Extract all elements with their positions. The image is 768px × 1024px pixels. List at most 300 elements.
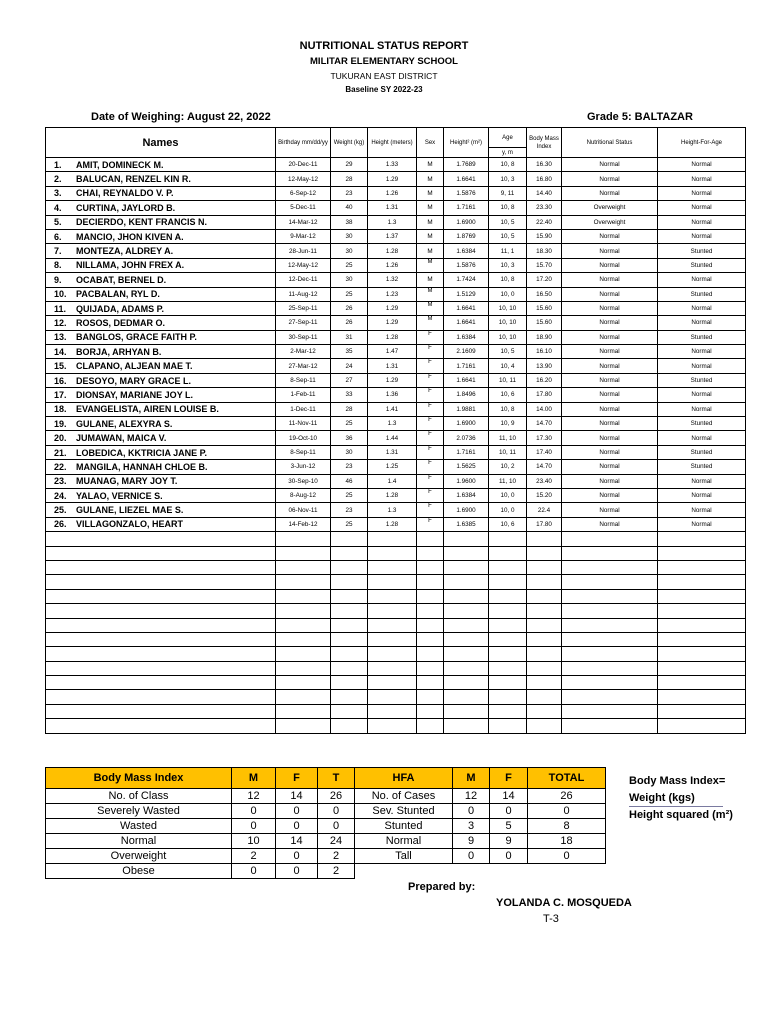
weight-cell: 40 [331, 201, 368, 215]
birthday-cell: 25-Sep-11 [276, 301, 331, 315]
age-cell: 9, 11 [489, 186, 527, 200]
grade-section: Grade 5: BALTAZAR [587, 111, 693, 123]
student-name-cell [46, 359, 276, 373]
student-name: VILLAGONZALO, HEART [76, 519, 183, 530]
height2-cell: 1.6900 [444, 503, 489, 517]
hfa-summary-cell: Tall [355, 849, 453, 864]
status-cell: Normal [562, 402, 658, 416]
height2-cell [444, 676, 489, 690]
student-name: CURTINA, JAYLORD B. [76, 202, 176, 213]
height-for-age-header: Height-For-Age [658, 128, 746, 158]
weight-cell: 27 [331, 373, 368, 387]
weight-cell [331, 676, 368, 690]
birthday-cell [276, 532, 331, 546]
weight-cell [331, 560, 368, 574]
sex-cell: F [417, 388, 444, 402]
birthday-header: Birthday mm/dd/yy [276, 128, 331, 158]
student-name-cell [46, 273, 276, 287]
birthday-cell [276, 719, 331, 733]
status-cell: Normal [562, 488, 658, 502]
bmi-cell: 15.20 [527, 488, 562, 502]
status-cell [562, 661, 658, 675]
height2-cell [444, 661, 489, 675]
student-name-cell [46, 172, 276, 186]
weight-cell: 26 [331, 316, 368, 330]
bmi-cell: 15.60 [527, 301, 562, 315]
bmi-cell: 23.30 [527, 201, 562, 215]
height-cell [368, 647, 417, 661]
hfa-summary-cell: Sev. Stunted [355, 804, 453, 819]
status-cell: Normal [562, 258, 658, 272]
sex-cell [417, 632, 444, 646]
table-row [46, 273, 746, 287]
age-cell: 10, 10 [489, 301, 527, 315]
student-name-cell [46, 186, 276, 200]
birthday-cell [276, 632, 331, 646]
bmi-cell [527, 532, 562, 546]
age-cell [489, 661, 527, 675]
row-number: 7. [54, 246, 62, 257]
sex-cell [417, 589, 444, 603]
status-cell: Overweight [562, 201, 658, 215]
nutritional-status-header: Nutritional Status [562, 128, 658, 158]
bmi-summary-cell: 2 [232, 849, 276, 864]
student-name: DIONSAY, MARIANE JOY L. [76, 389, 194, 400]
bmi-cell [527, 676, 562, 690]
student-name-cell [46, 244, 276, 258]
student-name-cell [46, 661, 276, 675]
bmi-cell: 23.40 [527, 474, 562, 488]
sex-cell: M [417, 186, 444, 200]
hfa-cell: Stunted [658, 244, 746, 258]
student-name-cell [46, 704, 276, 718]
height-cell: 1.36 [368, 388, 417, 402]
age-cell [489, 546, 527, 560]
school-name: MILITAR ELEMENTARY SCHOOL [310, 56, 458, 67]
bmi-cell [527, 704, 562, 718]
bmi-summary-cell: 26 [318, 789, 355, 804]
bmi-cell: 14.70 [527, 417, 562, 431]
hfa-cell: Normal [658, 431, 746, 445]
age-cell: 10, 4 [489, 359, 527, 373]
age-cell: 11, 10 [489, 431, 527, 445]
bmi-cell: 14.40 [527, 186, 562, 200]
bmi-cell: 17.20 [527, 273, 562, 287]
bmi-summary-cell: Obese [46, 864, 232, 879]
birthday-cell: 5-Dec-11 [276, 201, 331, 215]
status-cell: Normal [562, 373, 658, 387]
student-name-cell [46, 158, 276, 172]
sex-cell: M [417, 158, 444, 172]
height-cell: 1.4 [368, 474, 417, 488]
row-number: 24. [54, 490, 67, 501]
hfa-summary-header: HFA [355, 768, 453, 789]
table-row [46, 316, 746, 330]
birthday-cell [276, 560, 331, 574]
bmi-formula [629, 773, 733, 824]
bmi-cell: 15.90 [527, 229, 562, 243]
age-cell: 10, 8 [489, 201, 527, 215]
nutritional-status-table [45, 127, 746, 734]
bmi-cell [527, 546, 562, 560]
summary-row [46, 849, 606, 864]
row-number: 4. [54, 202, 62, 213]
height2-cell: 1.7424 [444, 273, 489, 287]
hfa-summary-header: TOTAL [528, 768, 606, 789]
student-name: CLAPANO, ALJEAN MAE T. [76, 361, 193, 372]
sex-cell: F [417, 488, 444, 502]
weight-cell: 26 [331, 301, 368, 315]
status-cell: Normal [562, 244, 658, 258]
weight-cell: 46 [331, 474, 368, 488]
height-cell: 1.44 [368, 431, 417, 445]
bmi-cell: 16.10 [527, 345, 562, 359]
sex-cell: F [417, 359, 444, 373]
hfa-cell [658, 575, 746, 589]
age-cell: 10, 0 [489, 287, 527, 301]
table-row [46, 244, 746, 258]
hfa-cell: Normal [658, 201, 746, 215]
row-number: 15. [54, 361, 67, 372]
weight-cell [331, 589, 368, 603]
height-cell: 1.32 [368, 273, 417, 287]
weight-cell: 33 [331, 388, 368, 402]
table-row [46, 517, 746, 531]
blank-row [46, 604, 746, 618]
student-name-cell [46, 287, 276, 301]
bmi-summary-cell: 0 [232, 864, 276, 879]
student-name: LOBEDICA, KKTRICIA JANE P. [76, 447, 208, 458]
status-cell: Normal [562, 186, 658, 200]
student-name: DECIERDO, KENT FRANCIS N. [76, 217, 208, 228]
status-cell [562, 560, 658, 574]
weight-cell: 25 [331, 258, 368, 272]
age-cell [489, 560, 527, 574]
birthday-cell: 12-May-12 [276, 172, 331, 186]
height-cell [368, 690, 417, 704]
row-number: 18. [54, 404, 67, 415]
height2-cell [444, 560, 489, 574]
table-row [46, 359, 746, 373]
row-number: 16. [54, 375, 67, 386]
status-cell: Normal [562, 316, 658, 330]
bmi-cell [527, 604, 562, 618]
birthday-cell [276, 618, 331, 632]
summary-row [46, 834, 606, 849]
table-row [46, 474, 746, 488]
status-cell [562, 618, 658, 632]
height2-cell [444, 704, 489, 718]
height-cell: 1.29 [368, 316, 417, 330]
row-number: 26. [54, 519, 67, 530]
student-name: PACBALAN, RYL D. [76, 289, 160, 300]
birthday-cell: 14-Feb-12 [276, 517, 331, 531]
sex-cell: F [417, 431, 444, 445]
sex-cell: F [417, 503, 444, 517]
birthday-cell [276, 704, 331, 718]
table-row [46, 172, 746, 186]
bmi-summary-cell: 2 [318, 849, 355, 864]
birthday-cell: 8-Sep-11 [276, 445, 331, 459]
height2-cell: 1.5876 [444, 258, 489, 272]
table-row [46, 373, 746, 387]
blank-row [46, 661, 746, 675]
bmi-summary-header: F [276, 768, 318, 789]
birthday-cell: 27-Mar-12 [276, 359, 331, 373]
sex-cell: F [417, 330, 444, 344]
age-cell [489, 575, 527, 589]
row-number: 1. [54, 159, 62, 170]
blank-row [46, 618, 746, 632]
student-name-cell [46, 402, 276, 416]
bmi-cell: 14.70 [527, 460, 562, 474]
height2-cell: 1.6384 [444, 330, 489, 344]
blank-cell [490, 864, 528, 879]
sex-cell: F [417, 345, 444, 359]
height-cell: 1.29 [368, 301, 417, 315]
table-row [46, 158, 746, 172]
student-name-cell [46, 719, 276, 733]
bmi-cell: 22.40 [527, 215, 562, 229]
weight-cell: 30 [331, 273, 368, 287]
student-name-cell [46, 690, 276, 704]
bmi-cell: 17.30 [527, 431, 562, 445]
height-cell [368, 575, 417, 589]
sex-cell [417, 661, 444, 675]
bmi-cell [527, 589, 562, 603]
summary-row [46, 864, 606, 879]
weight-cell: 25 [331, 287, 368, 301]
status-cell: Normal [562, 330, 658, 344]
student-name: NILLAMA, JOHN FREX A. [76, 260, 185, 271]
sex-cell: M [417, 258, 444, 272]
blank-row [46, 690, 746, 704]
sex-cell: F [417, 460, 444, 474]
student-name-cell [46, 417, 276, 431]
age-cell: 11, 10 [489, 474, 527, 488]
bmi-cell [527, 690, 562, 704]
bmi-summary-cell: 12 [232, 789, 276, 804]
hfa-cell [658, 647, 746, 661]
student-name-cell [46, 388, 276, 402]
summary-row [46, 819, 606, 834]
height2-cell [444, 632, 489, 646]
status-cell [562, 647, 658, 661]
bmi-summary-cell: Wasted [46, 819, 232, 834]
height2-cell [444, 575, 489, 589]
sex-cell [417, 618, 444, 632]
student-name: GULANE, LIEZEL MAE S. [76, 505, 184, 516]
sex-cell [417, 560, 444, 574]
sex-cell: M [417, 172, 444, 186]
birthday-cell: 30-Sep-10 [276, 474, 331, 488]
birthday-cell: 19-Oct-10 [276, 431, 331, 445]
hfa-cell [658, 704, 746, 718]
height2-cell: 1.5129 [444, 287, 489, 301]
status-cell: Normal [562, 158, 658, 172]
weight-cell: 28 [331, 172, 368, 186]
bmi-summary-cell: 0 [276, 864, 318, 879]
height2-cell [444, 618, 489, 632]
student-name-cell [46, 258, 276, 272]
height2-cell: 1.6384 [444, 244, 489, 258]
weight-cell: 36 [331, 431, 368, 445]
student-name-cell [46, 330, 276, 344]
height-cell [368, 719, 417, 733]
height-cell [368, 618, 417, 632]
summary-header-row [46, 768, 606, 789]
hfa-summary-header: F [490, 768, 528, 789]
age-cell: 10, 6 [489, 517, 527, 531]
sex-cell [417, 532, 444, 546]
blank-row [46, 589, 746, 603]
height-cell [368, 560, 417, 574]
student-name-cell [46, 488, 276, 502]
student-name-cell [46, 560, 276, 574]
row-number: 9. [54, 274, 62, 285]
height2-cell: 2.1609 [444, 345, 489, 359]
status-cell [562, 532, 658, 546]
height-cell: 1.26 [368, 186, 417, 200]
status-cell: Normal [562, 287, 658, 301]
status-cell [562, 589, 658, 603]
table-row [46, 201, 746, 215]
age-cell [489, 532, 527, 546]
height-cell: 1.47 [368, 345, 417, 359]
bmi-cell [527, 661, 562, 675]
status-cell: Normal [562, 345, 658, 359]
prepared-by-label: Prepared by: [408, 881, 476, 893]
height-cell: 1.29 [368, 373, 417, 387]
height2-cell: 1.6641 [444, 373, 489, 387]
hfa-summary-cell: 0 [453, 849, 490, 864]
height2-cell: 1.8496 [444, 388, 489, 402]
age-cell [489, 676, 527, 690]
age-cell: 10, 8 [489, 158, 527, 172]
height2-cell: 1.7161 [444, 445, 489, 459]
status-cell: Normal [562, 431, 658, 445]
hfa-cell: Normal [658, 402, 746, 416]
summary-row [46, 804, 606, 819]
height-cell [368, 532, 417, 546]
student-name-cell [46, 589, 276, 603]
student-name: BALUCAN, RENZEL KIN R. [76, 174, 191, 185]
height-cell: 1.3 [368, 215, 417, 229]
hfa-cell [658, 690, 746, 704]
birthday-cell: 11-Aug-12 [276, 287, 331, 301]
blank-row [46, 560, 746, 574]
row-number: 3. [54, 188, 62, 199]
bmi-summary-cell: 0 [276, 819, 318, 834]
sex-cell [417, 647, 444, 661]
hfa-cell: Normal [658, 503, 746, 517]
bmi-cell: 17.80 [527, 517, 562, 531]
weight-cell: 23 [331, 460, 368, 474]
height-cell [368, 589, 417, 603]
formula-denominator: Height squared (m²) [629, 809, 733, 821]
blank-row [46, 704, 746, 718]
hfa-cell: Normal [658, 273, 746, 287]
status-cell [562, 690, 658, 704]
status-cell: Normal [562, 445, 658, 459]
student-name-cell [46, 215, 276, 229]
student-name: JUMAWAN, MAICA V. [76, 433, 167, 444]
hfa-cell: Stunted [658, 460, 746, 474]
birthday-cell: 12-Dec-11 [276, 273, 331, 287]
birthday-cell [276, 647, 331, 661]
sex-cell: F [417, 402, 444, 416]
bmi-summary-cell: 10 [232, 834, 276, 849]
hfa-cell: Normal [658, 172, 746, 186]
age-cell: 10, 8 [489, 273, 527, 287]
birthday-cell [276, 690, 331, 704]
height2-cell [444, 532, 489, 546]
baseline-label: Baseline SY 2022-23 [345, 85, 423, 94]
age-cell: 10, 0 [489, 488, 527, 502]
height2-cell [444, 719, 489, 733]
height-cell [368, 676, 417, 690]
bmi-summary-cell: 0 [276, 849, 318, 864]
height2-cell [444, 589, 489, 603]
student-name-cell [46, 503, 276, 517]
student-name: MANGILA, HANNAH CHLOE B. [76, 461, 208, 472]
row-number: 23. [54, 476, 67, 487]
height-cell [368, 632, 417, 646]
status-cell: Overweight [562, 215, 658, 229]
row-number: 20. [54, 433, 67, 444]
formula-title: Body Mass Index= [629, 775, 726, 787]
student-name: DESOYO, MARY GRACE L. [76, 375, 192, 386]
student-name-cell [46, 532, 276, 546]
hfa-summary-cell: 5 [490, 819, 528, 834]
age-cell: 10, 5 [489, 345, 527, 359]
height2-cell: 1.9881 [444, 402, 489, 416]
hfa-cell: Stunted [658, 287, 746, 301]
student-name-cell [46, 201, 276, 215]
age-cell: 10, 3 [489, 172, 527, 186]
hfa-cell [658, 618, 746, 632]
blank-row [46, 676, 746, 690]
weight-cell: 30 [331, 445, 368, 459]
bmi-cell: 22.4 [527, 503, 562, 517]
hfa-summary-cell: No. of Cases [355, 789, 453, 804]
hfa-cell [658, 560, 746, 574]
birthday-cell: 8-Sep-11 [276, 373, 331, 387]
blank-row [46, 632, 746, 646]
weight-cell [331, 632, 368, 646]
birthday-cell: 1-Dec-11 [276, 402, 331, 416]
birthday-cell: 9-Mar-12 [276, 229, 331, 243]
hfa-cell: Normal [658, 474, 746, 488]
weight-cell: 30 [331, 229, 368, 243]
status-cell: Normal [562, 517, 658, 531]
height-cell: 1.31 [368, 445, 417, 459]
student-name: CHAI, REYNALDO V. P. [76, 188, 174, 199]
weight-cell [331, 647, 368, 661]
height2-cell: 1.5876 [444, 186, 489, 200]
height2-cell: 1.6385 [444, 517, 489, 531]
row-number: 12. [54, 317, 67, 328]
weight-cell [331, 532, 368, 546]
hfa-cell: Normal [658, 345, 746, 359]
sex-cell: M [417, 301, 444, 315]
hfa-cell: Stunted [658, 258, 746, 272]
height2-cell: 1.6900 [444, 417, 489, 431]
bmi-summary-cell: 0 [232, 804, 276, 819]
weight-cell [331, 661, 368, 675]
age-cell: 10, 0 [489, 503, 527, 517]
birthday-cell: 30-Sep-11 [276, 330, 331, 344]
